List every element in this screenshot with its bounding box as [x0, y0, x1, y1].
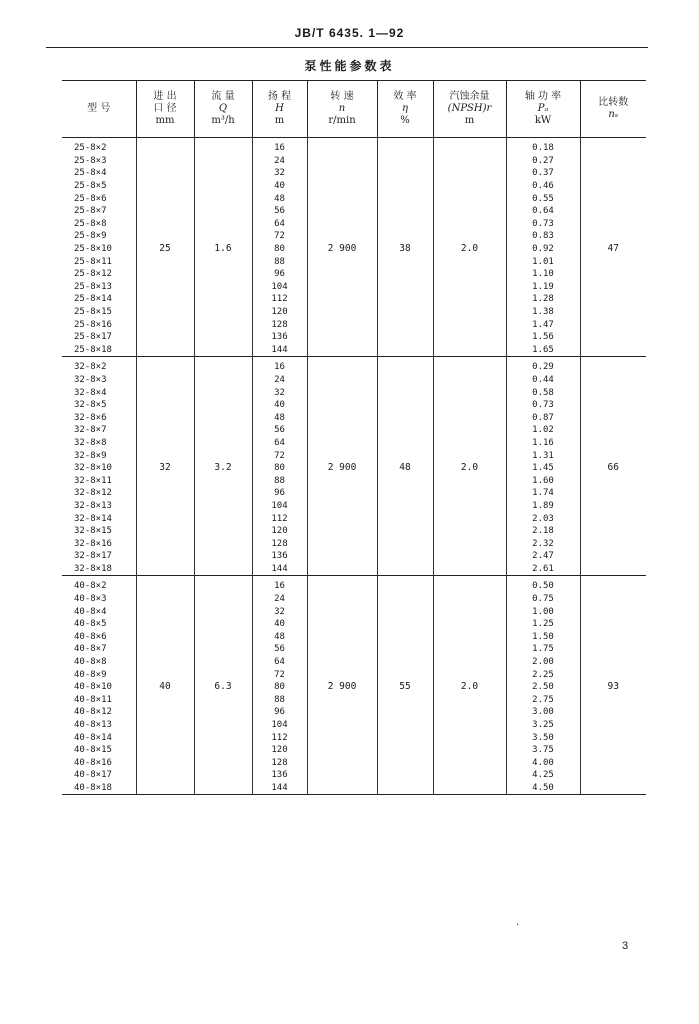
model-cell: 32-8×3 [74, 374, 107, 385]
head-cell: 120 [252, 525, 307, 538]
npsh-cell: 2.0 [433, 357, 506, 576]
head-cell: 24 [252, 593, 307, 606]
head-cell: 16 [252, 576, 307, 593]
efficiency-cell: 38 [377, 138, 433, 357]
head-cell: 112 [252, 731, 307, 744]
head-cell: 64 [252, 656, 307, 669]
table-row [62, 357, 646, 374]
bore-cell: 25 [136, 138, 194, 357]
table-group-32 [62, 357, 646, 576]
head-cell: 128 [252, 537, 307, 550]
head-cell: 88 [252, 474, 307, 487]
shaft-power-cell: 0.55 [506, 192, 580, 205]
model-cell: 32-8×6 [74, 412, 107, 423]
model-cell: 40-8×2 [74, 581, 107, 592]
head-cell: 120 [252, 744, 307, 757]
shaft-power-cell: 2.61 [506, 563, 580, 576]
head-cell: 104 [252, 719, 307, 732]
shaft-power-cell: 2.00 [506, 656, 580, 669]
model-cell: 25-8×12 [74, 269, 112, 280]
head-cell: 80 [252, 243, 307, 256]
header-speed: 转 速 n r/min [307, 81, 377, 138]
shaft-power-cell: 3.75 [506, 744, 580, 757]
model-cell: 40-8×4 [74, 606, 107, 617]
head-cell: 56 [252, 643, 307, 656]
head-cell: 80 [252, 681, 307, 694]
model-cell: 40-8×11 [74, 694, 112, 705]
model-cell: 40-8×7 [74, 644, 107, 655]
head-cell: 32 [252, 167, 307, 180]
header-model: 型 号 [62, 81, 136, 138]
model-cell: 40-8×14 [74, 732, 112, 743]
head-cell: 32 [252, 605, 307, 618]
head-cell: 96 [252, 268, 307, 281]
head-cell: 48 [252, 631, 307, 644]
head-cell: 96 [252, 487, 307, 500]
table-row [62, 576, 646, 593]
head-cell: 96 [252, 706, 307, 719]
model-cell: 32-8×9 [74, 450, 107, 461]
shaft-power-cell: 1.47 [506, 318, 580, 331]
speed-cell: 2 900 [307, 576, 377, 795]
shaft-power-cell: 0.50 [506, 576, 580, 593]
shaft-power-cell: 0.73 [506, 218, 580, 231]
shaft-power-cell: 0.27 [506, 155, 580, 168]
shaft-power-cell: 1.65 [506, 344, 580, 357]
shaft-power-cell: 1.60 [506, 474, 580, 487]
model-cell: 32-8×15 [74, 526, 112, 537]
efficiency-cell: 48 [377, 357, 433, 576]
shaft-power-cell: 2.32 [506, 537, 580, 550]
model-cell: 32-8×5 [74, 400, 107, 411]
pump-performance-table [62, 80, 646, 795]
model-cell: 40-8×10 [74, 682, 112, 693]
shaft-power-cell: 3.25 [506, 719, 580, 732]
bore-cell: 40 [136, 576, 194, 795]
shaft-power-cell: 0.58 [506, 386, 580, 399]
shaft-power-cell: 1.01 [506, 255, 580, 268]
head-cell: 88 [252, 255, 307, 268]
flow-cell: 1.6 [194, 138, 252, 357]
table-group-40 [62, 576, 646, 795]
shaft-power-cell: 1.56 [506, 331, 580, 344]
specific-speed-cell: 66 [580, 357, 646, 576]
model-cell: 40-8×13 [74, 720, 112, 731]
head-cell: 16 [252, 138, 307, 155]
header-flow: 流 量 Q m³/h [194, 81, 252, 138]
table-row [62, 138, 646, 155]
head-cell: 32 [252, 386, 307, 399]
model-cell: 25-8×5 [74, 181, 107, 192]
shaft-power-cell: 1.50 [506, 631, 580, 644]
npsh-cell: 2.0 [433, 576, 506, 795]
shaft-power-cell: 1.38 [506, 306, 580, 319]
model-cell: 40-8×15 [74, 745, 112, 756]
head-cell: 56 [252, 205, 307, 218]
shaft-power-cell: 4.50 [506, 782, 580, 795]
shaft-power-cell: 1.25 [506, 618, 580, 631]
model-cell: 32-8×11 [74, 475, 112, 486]
model-cell: 25-8×13 [74, 281, 112, 292]
model-cell: 32-8×14 [74, 513, 112, 524]
flow-cell: 3.2 [194, 357, 252, 576]
shaft-power-cell: 2.75 [506, 694, 580, 707]
shaft-power-cell: 1.10 [506, 268, 580, 281]
head-cell: 40 [252, 399, 307, 412]
shaft-power-cell: 0.75 [506, 593, 580, 606]
model-cell: 25-8×17 [74, 332, 112, 343]
head-cell: 56 [252, 424, 307, 437]
shaft-power-cell: 0.64 [506, 205, 580, 218]
head-cell: 104 [252, 500, 307, 513]
model-cell: 25-8×3 [74, 155, 107, 166]
shaft-power-cell: 1.19 [506, 281, 580, 294]
head-cell: 144 [252, 563, 307, 576]
model-cell: 40-8×18 [74, 782, 112, 793]
model-cell: 25-8×18 [74, 344, 112, 355]
npsh-cell: 2.0 [433, 138, 506, 357]
head-cell: 72 [252, 230, 307, 243]
shaft-power-cell: 0.37 [506, 167, 580, 180]
model-cell: 40-8×6 [74, 631, 107, 642]
head-cell: 88 [252, 694, 307, 707]
shaft-power-cell: 1.16 [506, 437, 580, 450]
efficiency-cell: 55 [377, 576, 433, 795]
shaft-power-cell: 0.83 [506, 230, 580, 243]
shaft-power-cell: 4.25 [506, 769, 580, 782]
model-cell: 40-8×8 [74, 657, 107, 668]
head-cell: 48 [252, 411, 307, 424]
model-cell: 40-8×3 [74, 594, 107, 605]
shaft-power-cell: 1.02 [506, 424, 580, 437]
shaft-power-cell: 2.18 [506, 525, 580, 538]
shaft-power-cell: 2.50 [506, 681, 580, 694]
model-cell: 32-8×18 [74, 563, 112, 574]
model-cell: 25-8×7 [74, 206, 107, 217]
table-header [62, 81, 646, 138]
model-cell: 25-8×4 [74, 168, 107, 179]
head-cell: 112 [252, 293, 307, 306]
shaft-power-cell: 2.47 [506, 550, 580, 563]
head-cell: 128 [252, 757, 307, 770]
flow-cell: 6.3 [194, 576, 252, 795]
head-cell: 24 [252, 374, 307, 387]
head-cell: 16 [252, 357, 307, 374]
shaft-power-cell: 1.74 [506, 487, 580, 500]
shaft-power-cell: 3.50 [506, 731, 580, 744]
model-cell: 40-8×16 [74, 757, 112, 768]
head-cell: 136 [252, 769, 307, 782]
shaft-power-cell: 1.31 [506, 449, 580, 462]
model-cell: 32-8×2 [74, 362, 107, 373]
shaft-power-cell: 0.73 [506, 399, 580, 412]
header-rule [46, 47, 648, 48]
head-cell: 48 [252, 192, 307, 205]
model-cell: 40-8×5 [74, 619, 107, 630]
model-cell: 40-8×17 [74, 770, 112, 781]
model-cell: 32-8×7 [74, 425, 107, 436]
table-group-25 [62, 138, 646, 357]
document-code: JB/T 6435. 1—92 [294, 26, 405, 40]
header-shaft-power: 轴 功 率 Pₐ kW [506, 81, 580, 138]
model-cell: 40-8×12 [74, 707, 112, 718]
head-cell: 128 [252, 318, 307, 331]
head-cell: 112 [252, 512, 307, 525]
model-cell: 25-8×9 [74, 231, 107, 242]
model-cell: 32-8×16 [74, 538, 112, 549]
head-cell: 80 [252, 462, 307, 475]
header-npsh: 汽蚀余量 (NPSH)r m [433, 81, 506, 138]
model-cell: 25-8×15 [74, 307, 112, 318]
shaft-power-cell: 0.29 [506, 357, 580, 374]
model-cell: 32-8×17 [74, 551, 112, 562]
model-cell: 32-8×8 [74, 437, 107, 448]
head-cell: 144 [252, 344, 307, 357]
model-cell: 32-8×12 [74, 488, 112, 499]
header-specific-speed: 比转数 nₛ [580, 81, 646, 138]
header-efficiency: 效 率 η % [377, 81, 433, 138]
head-cell: 40 [252, 618, 307, 631]
specific-speed-cell: 47 [580, 138, 646, 357]
shaft-power-cell: 2.03 [506, 512, 580, 525]
model-cell: 40-8×9 [74, 669, 107, 680]
model-cell: 25-8×14 [74, 294, 112, 305]
head-cell: 72 [252, 668, 307, 681]
head-cell: 64 [252, 437, 307, 450]
head-cell: 64 [252, 218, 307, 231]
speed-cell: 2 900 [307, 138, 377, 357]
bore-cell: 32 [136, 357, 194, 576]
model-cell: 25-8×2 [74, 143, 107, 154]
shaft-power-cell: 0.87 [506, 411, 580, 424]
header-head: 扬 程 H m [252, 81, 307, 138]
model-cell: 32-8×4 [74, 387, 107, 398]
specific-speed-cell: 93 [580, 576, 646, 795]
shaft-power-cell: 4.00 [506, 757, 580, 770]
model-cell: 32-8×13 [74, 500, 112, 511]
head-cell: 120 [252, 306, 307, 319]
model-cell: 32-8×10 [74, 463, 112, 474]
shaft-power-cell: 0.44 [506, 374, 580, 387]
head-cell: 40 [252, 180, 307, 193]
shaft-power-cell: 0.18 [506, 138, 580, 155]
header-bore: 进 出 口 径 mm [136, 81, 194, 138]
speed-cell: 2 900 [307, 357, 377, 576]
model-cell: 25-8×16 [74, 319, 112, 330]
head-cell: 144 [252, 782, 307, 795]
footer-mark: · [516, 920, 520, 931]
table-title: 泵性能参数表 [304, 59, 395, 73]
model-cell: 25-8×10 [74, 244, 112, 255]
head-cell: 136 [252, 331, 307, 344]
shaft-power-cell: 1.00 [506, 605, 580, 618]
shaft-power-cell: 1.89 [506, 500, 580, 513]
shaft-power-cell: 3.00 [506, 706, 580, 719]
page-number: 3 [622, 940, 629, 952]
model-cell: 25-8×8 [74, 218, 107, 229]
shaft-power-cell: 0.92 [506, 243, 580, 256]
shaft-power-cell: 2.25 [506, 668, 580, 681]
model-cell: 25-8×11 [74, 256, 112, 267]
shaft-power-cell: 0.46 [506, 180, 580, 193]
head-cell: 104 [252, 281, 307, 294]
head-cell: 72 [252, 449, 307, 462]
shaft-power-cell: 1.45 [506, 462, 580, 475]
head-cell: 136 [252, 550, 307, 563]
model-cell: 25-8×6 [74, 193, 107, 204]
shaft-power-cell: 1.28 [506, 293, 580, 306]
head-cell: 24 [252, 155, 307, 168]
shaft-power-cell: 1.75 [506, 643, 580, 656]
